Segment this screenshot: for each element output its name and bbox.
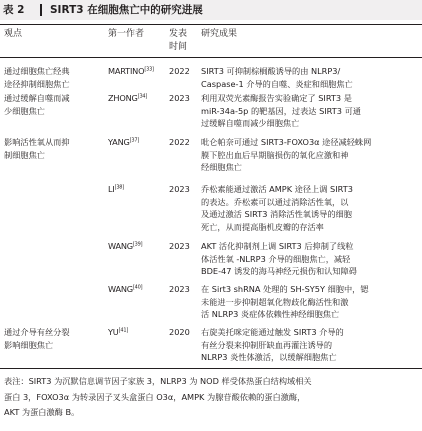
year-cell: 2022	[169, 66, 190, 76]
author-cell: MARTINO[33]	[108, 66, 154, 76]
year-cell: 2023	[169, 184, 190, 194]
author-cell: WANG[39]	[108, 241, 143, 251]
result-cell: 吡仑帕奈可通过 SIRT3-FOXO3α 途径减轻蛛网 膜下腔出血后早期脑损伤的氧化应激和神 经细胞焦亡	[201, 137, 372, 172]
result-cell: 利用双荧光素酶报告实验确定了 SIRT3 是 miR-34a-5p 的靶基因，过表达 SIRT3 可通 过缓解自噬而减少细胞焦亡	[201, 93, 361, 128]
author-cell: LI[38]	[108, 184, 125, 194]
result-cell: AKT 活化抑制剂上调 SIRT3 后抑制了线粒 体活性氧 -NLRP3 介导的细胞焦亡，减轻 BDE-47 诱发的海马神经元损伤和认知障碍	[201, 241, 357, 276]
result-cell: SIRT3 可抑制棕榈酸诱导的由 NLRP3/ Caspase-1 介导的自噬、炎症和细胞焦亡	[201, 66, 353, 89]
result-cell: 在 Sirt3 shRNA 处理的 SH-SY5Y 细胞中，锶 未能进一步抑制超氧化物歧化酶活性和激 活 NLRP3 炎症体依赖性神经细胞焦亡	[201, 284, 369, 319]
table-title-bar	[0, 0, 422, 20]
author-cell: ZHONG[34]	[108, 93, 148, 103]
header-view: 观点	[4, 29, 23, 39]
result-cell: 乔松素能通过激活 AMPK 途径上调 SIRT3 的表达。乔松素可以通过消除活性氧，以 及通过激活 SIRT3 消除活性氧诱导的细胞 死亡，从而提高脂机皮瓣的存活率	[201, 184, 353, 232]
header-result: 研究成果	[201, 29, 238, 39]
table-header-rule	[0, 57, 422, 58]
header-year-line1: 发表	[169, 29, 188, 39]
table-number: 表 2	[3, 4, 25, 16]
year-cell: 2020	[169, 327, 190, 337]
header-author: 第一作者	[108, 29, 145, 39]
year-cell: 2022	[169, 137, 190, 147]
year-cell: 2023	[169, 284, 190, 294]
group-cell: 影响活性氧从而抑 制细胞焦亡	[4, 137, 70, 160]
year-cell: 2023	[169, 93, 190, 103]
group-cell: 通过介导有丝分裂 影响细胞焦亡	[4, 327, 70, 350]
header-year-line2: 时间	[169, 42, 188, 52]
result-cell: 右旋美托咪定能通过触发 SIRT3 介导的 有丝分裂来抑制肝缺血再灌注诱导的 NLRP3 炎性体激活，以缓解细胞焦亡	[201, 327, 344, 362]
title-separator	[40, 4, 42, 16]
group-cell: 通过缓解自噬而减 少细胞焦亡	[4, 93, 70, 116]
year-cell: 2023	[169, 241, 190, 251]
author-cell: YANG[37]	[108, 137, 140, 147]
table-title: SIRT3 在细胞焦亡中的研究进展	[50, 4, 203, 16]
author-cell: YU[41]	[108, 327, 129, 337]
author-cell: WANG[40]	[108, 284, 143, 294]
table-bottom-rule	[0, 368, 422, 369]
table-top-rule	[0, 24, 422, 25]
group-cell: 通过细胞焦亡经典 途径抑制细胞焦亡	[4, 66, 70, 89]
table-footnote: 表注：SIRT3 为沉默信息调节因子家族 3，NLRP3 为 NOD 样受体热蛋白结构域相关 蛋白 3，FOXO3α 为转录因子叉头盒蛋白 O3α，AMPK 为腺苷酸依赖的蛋白激酶， AKT 为蛋白激酶 B。	[4, 376, 312, 417]
